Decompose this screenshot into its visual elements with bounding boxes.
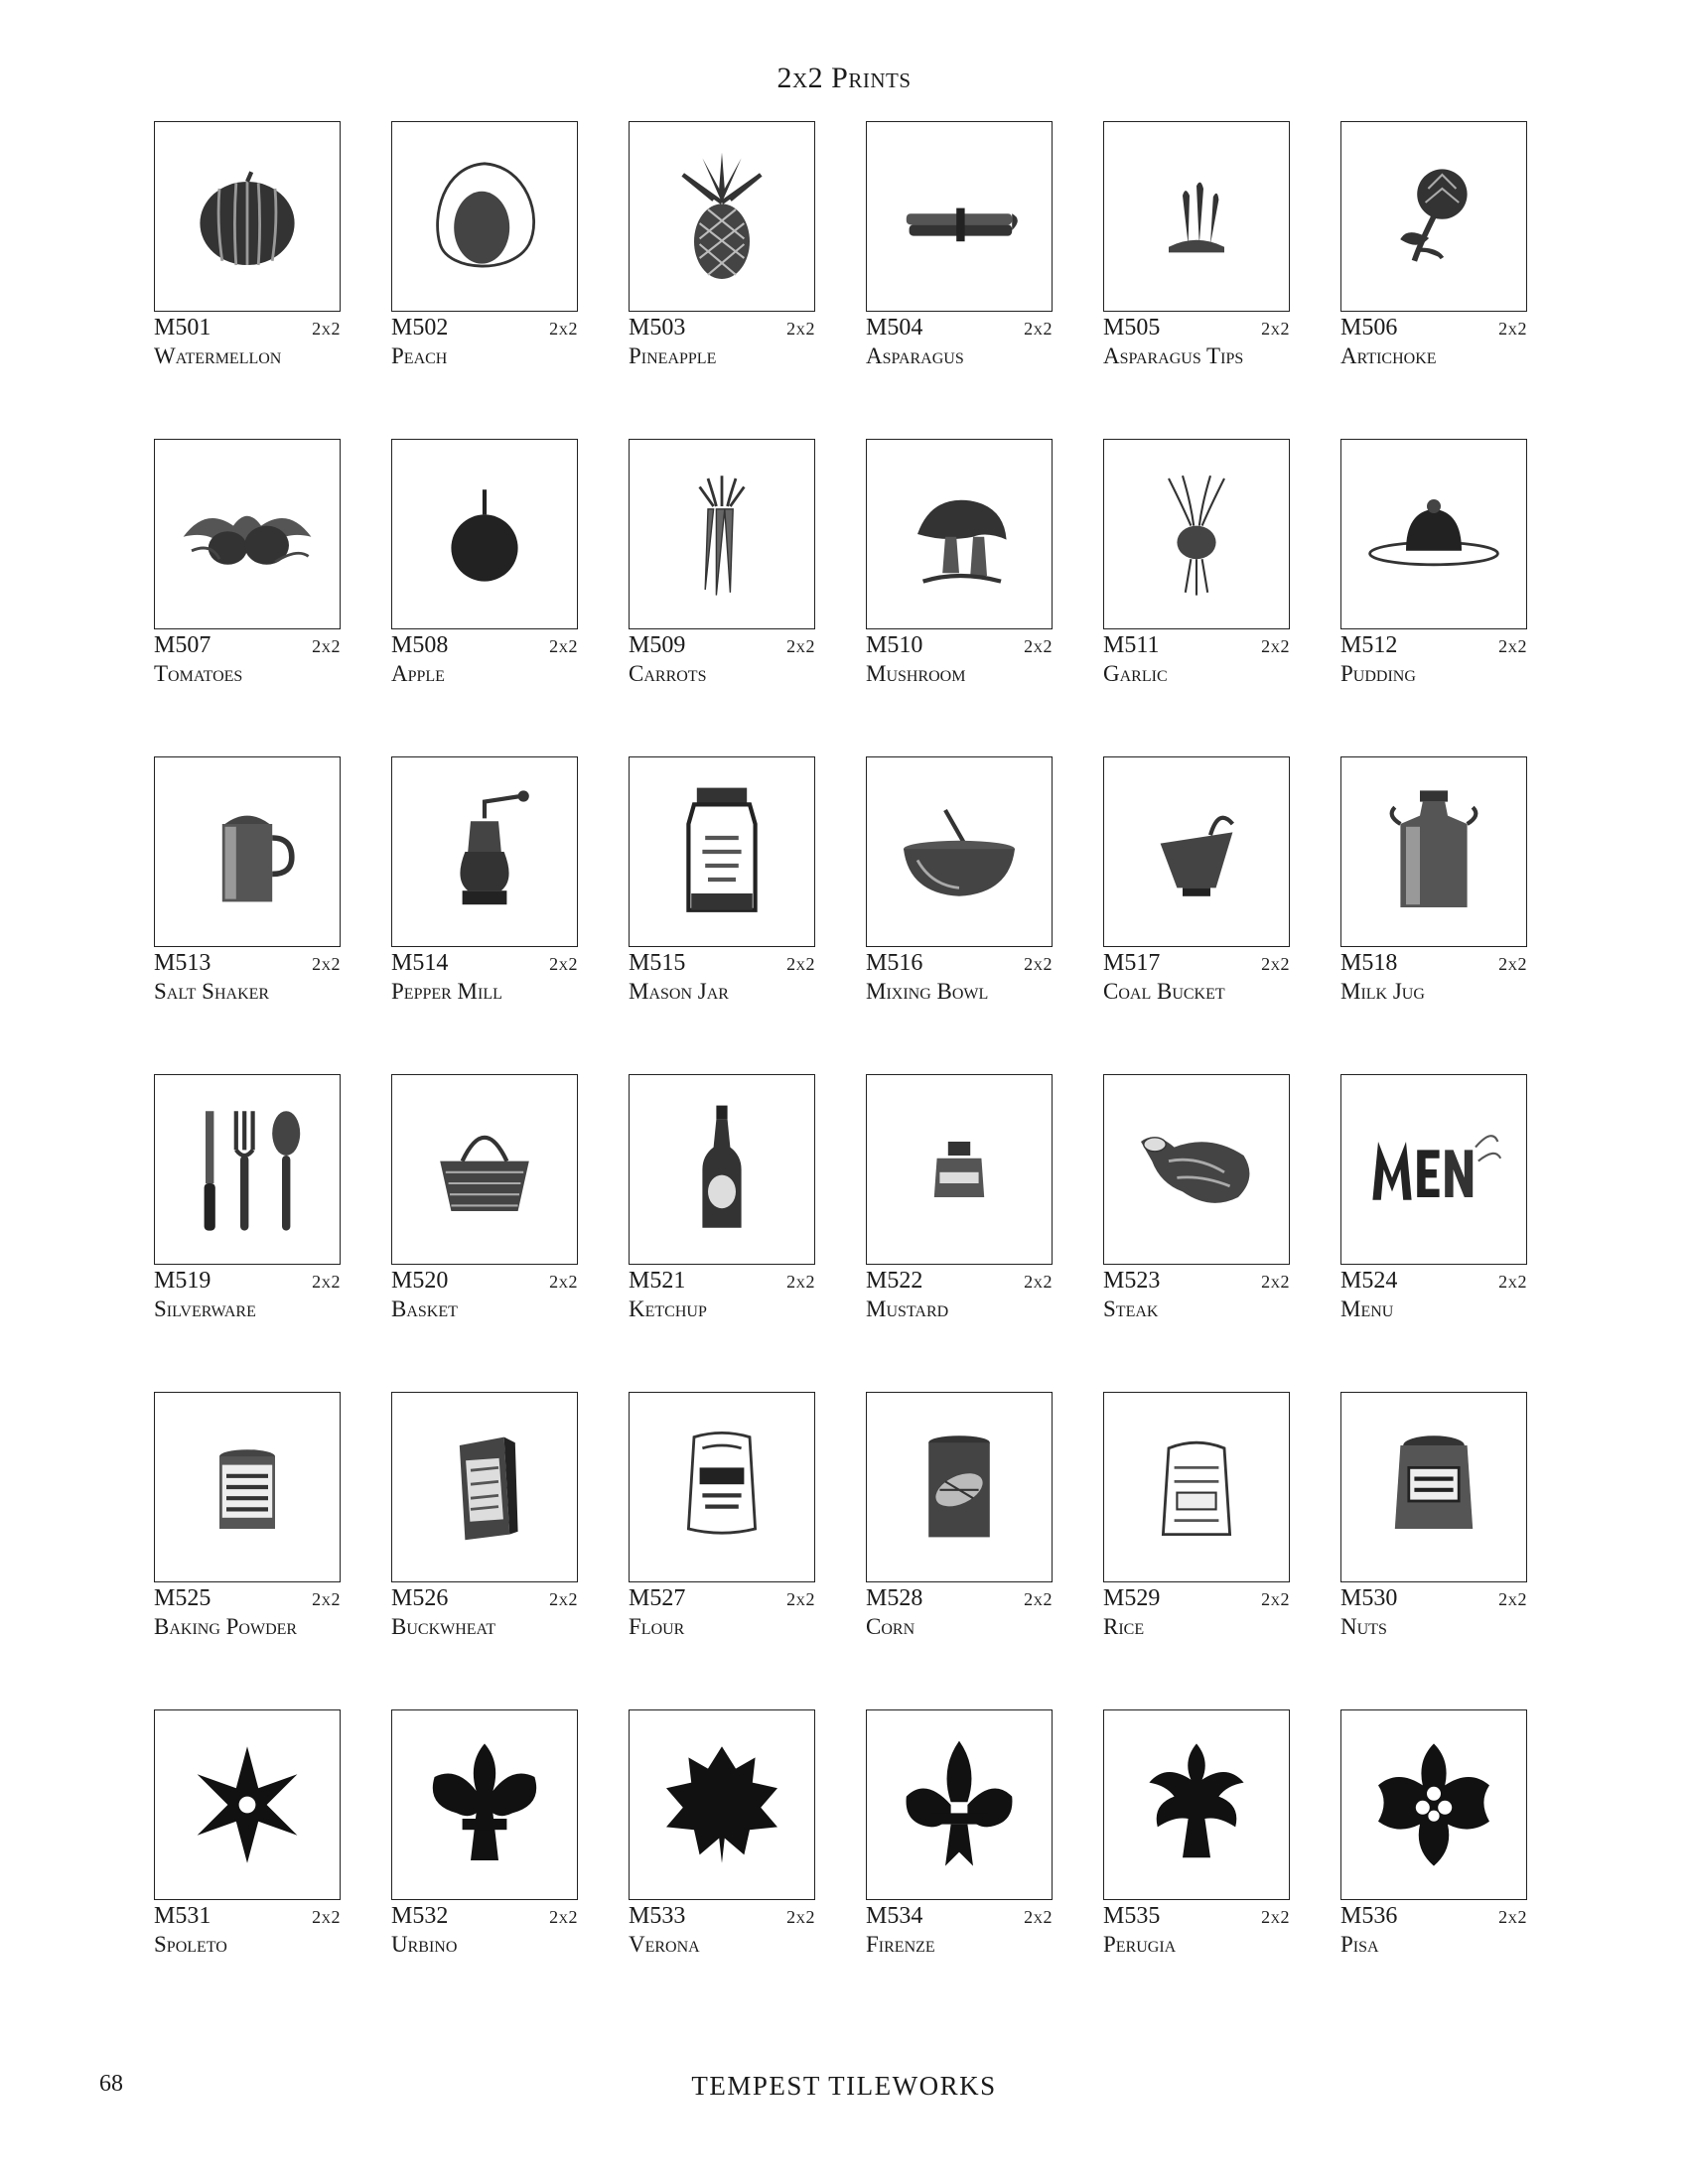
tile-image (1340, 439, 1527, 629)
item-name: Apple (391, 661, 445, 686)
catalog-item[interactable] (1103, 756, 1290, 1074)
tile-image (391, 756, 578, 947)
item-code: M517 (1103, 950, 1161, 976)
item-name: Urbino (391, 1932, 458, 1957)
item-size: 2x2 (1261, 1589, 1290, 1609)
urbino-icon (415, 1735, 554, 1874)
tile-image (629, 439, 815, 629)
item-code: M533 (629, 1903, 686, 1929)
item-code: M534 (866, 1903, 923, 1929)
item-size: 2x2 (1024, 319, 1053, 339)
catalog-item[interactable] (866, 439, 1053, 756)
item-size: 2x2 (1261, 954, 1290, 974)
item-name: Baking Powder (154, 1614, 298, 1639)
item-code: M513 (154, 950, 211, 976)
item-size: 2x2 (1024, 954, 1053, 974)
item-size: 2x2 (1024, 1272, 1053, 1292)
item-code: M512 (1340, 632, 1398, 658)
item-name: Flour (629, 1614, 685, 1639)
catalog-item[interactable] (391, 1074, 578, 1392)
item-size: 2x2 (786, 636, 815, 656)
tile-image (154, 1392, 341, 1582)
item-size: 2x2 (786, 1907, 815, 1927)
item-size: 2x2 (1498, 319, 1527, 339)
item-name: Tomatoes (154, 661, 243, 686)
footer-brand: TEMPEST TILEWORKS (691, 2071, 997, 2101)
item-size: 2x2 (1498, 1907, 1527, 1927)
item-code: M504 (866, 315, 923, 341)
item-size: 2x2 (1261, 319, 1290, 339)
ketchup-icon (652, 1100, 791, 1239)
catalog-item[interactable] (1340, 1074, 1527, 1392)
catalog-item[interactable] (866, 1392, 1053, 1709)
item-code: M528 (866, 1585, 923, 1611)
item-code: M521 (629, 1268, 686, 1294)
catalog-item[interactable] (629, 756, 815, 1074)
tile-image (866, 121, 1053, 312)
catalog-item[interactable] (391, 756, 578, 1074)
tile-image (391, 1392, 578, 1582)
catalog-item[interactable] (1340, 439, 1527, 756)
tile-image (391, 439, 578, 629)
tile-image (391, 1709, 578, 1900)
item-name: Spoleto (154, 1932, 227, 1957)
catalog-item[interactable] (629, 1392, 815, 1709)
item-name: Mixing Bowl (866, 979, 989, 1004)
item-name: Nuts (1340, 1614, 1387, 1639)
tile-image (1340, 756, 1527, 947)
tile-image (866, 1074, 1053, 1265)
pineapple-icon (652, 147, 791, 286)
item-size: 2x2 (786, 319, 815, 339)
catalog-item[interactable] (866, 121, 1053, 439)
salt-shaker-icon (178, 782, 317, 921)
item-code: M531 (154, 1903, 211, 1929)
item-code: M502 (391, 315, 449, 341)
item-code: M520 (391, 1268, 449, 1294)
watermelon-icon (178, 147, 317, 286)
item-name: Pineapple (629, 343, 717, 368)
perugia-icon (1127, 1735, 1266, 1874)
catalog-item[interactable] (154, 439, 341, 756)
silverware-icon (178, 1100, 317, 1239)
item-name: Corn (866, 1614, 915, 1639)
item-size: 2x2 (549, 1272, 578, 1292)
menu-icon (1364, 1100, 1503, 1239)
item-size: 2x2 (312, 1272, 341, 1292)
item-size: 2x2 (1024, 1907, 1053, 1927)
item-size: 2x2 (1261, 1907, 1290, 1927)
item-size: 2x2 (1498, 1589, 1527, 1609)
item-name: Basket (391, 1297, 458, 1321)
item-code: M536 (1340, 1903, 1398, 1929)
catalog-item[interactable] (1340, 756, 1527, 1074)
item-size: 2x2 (1261, 636, 1290, 656)
item-code: M523 (1103, 1268, 1161, 1294)
tile-image (1103, 1074, 1290, 1265)
item-code: M530 (1340, 1585, 1398, 1611)
item-size: 2x2 (786, 1272, 815, 1292)
item-name: Asparagus (866, 343, 964, 368)
catalog-item[interactable] (154, 756, 341, 1074)
coal-bucket-icon (1127, 782, 1266, 921)
catalog-item[interactable] (391, 1392, 578, 1709)
item-code: M519 (154, 1268, 211, 1294)
tile-image (1103, 756, 1290, 947)
item-name: Carrots (629, 661, 707, 686)
item-name: Buckwheat (391, 1614, 496, 1639)
item-code: M515 (629, 950, 686, 976)
item-name: Menu (1340, 1297, 1394, 1321)
page-title: 2x2 Prints (776, 62, 912, 94)
item-size: 2x2 (312, 319, 341, 339)
item-name: Salt Shaker (154, 979, 270, 1004)
item-code: M522 (866, 1268, 923, 1294)
item-code: M527 (629, 1585, 686, 1611)
item-size: 2x2 (549, 636, 578, 656)
item-size: 2x2 (549, 319, 578, 339)
tile-image (1103, 439, 1290, 629)
item-name: Asparagus Tips (1103, 343, 1244, 368)
flour-icon (652, 1418, 791, 1557)
tile-image (1103, 1709, 1290, 1900)
tile-image (1340, 121, 1527, 312)
item-size: 2x2 (1498, 1272, 1527, 1292)
apple-icon (415, 465, 554, 604)
item-name: Mustard (866, 1297, 949, 1321)
catalog-item[interactable] (1103, 439, 1290, 756)
item-name: Garlic (1103, 661, 1168, 686)
item-name: Artichoke (1340, 343, 1437, 368)
catalog-item[interactable] (866, 756, 1053, 1074)
item-code: M532 (391, 1903, 449, 1929)
milk-jug-icon (1364, 782, 1503, 921)
item-code: M535 (1103, 1903, 1161, 1929)
item-size: 2x2 (549, 1589, 578, 1609)
pisa-icon (1364, 1735, 1503, 1874)
tomatoes-icon (178, 465, 317, 604)
tile-image (154, 1074, 341, 1265)
page-number: 68 (99, 2071, 123, 2097)
item-size: 2x2 (312, 1907, 341, 1927)
catalog-item[interactable] (391, 121, 578, 439)
item-size: 2x2 (312, 954, 341, 974)
basket-icon (415, 1100, 554, 1239)
catalog-item[interactable] (154, 1392, 341, 1709)
item-size: 2x2 (549, 1907, 578, 1927)
pudding-icon (1364, 465, 1503, 604)
tile-image (154, 756, 341, 947)
item-name: Mushroom (866, 661, 966, 686)
catalog-item[interactable] (1103, 1709, 1290, 2027)
item-code: M514 (391, 950, 449, 976)
tile-image (154, 121, 341, 312)
tile-image (1103, 1392, 1290, 1582)
tile-image (629, 1709, 815, 1900)
item-name: Verona (629, 1932, 700, 1957)
tile-image (1340, 1709, 1527, 1900)
item-name: Pudding (1340, 661, 1416, 686)
catalog-item[interactable] (866, 1074, 1053, 1392)
item-name: Steak (1103, 1297, 1159, 1321)
item-name: Peach (391, 343, 448, 368)
item-name: Ketchup (629, 1297, 707, 1321)
item-code: M511 (1103, 632, 1160, 658)
item-code: M524 (1340, 1268, 1398, 1294)
spoleto-icon (178, 1735, 317, 1874)
catalog-item[interactable] (154, 121, 341, 439)
buckwheat-icon (415, 1418, 554, 1557)
item-code: M507 (154, 632, 211, 658)
item-code: M526 (391, 1585, 449, 1611)
item-code: M516 (866, 950, 923, 976)
mixing-bowl-icon (890, 782, 1029, 921)
catalog-item[interactable] (1340, 1709, 1527, 2027)
mason-jar-icon (652, 782, 791, 921)
item-name: Watermellon (154, 343, 282, 368)
tile-image (866, 439, 1053, 629)
item-name: Firenze (866, 1932, 935, 1957)
asparagus-icon (890, 147, 1029, 286)
tile-image (391, 1074, 578, 1265)
steak-icon (1127, 1100, 1266, 1239)
catalog-item[interactable] (866, 1709, 1053, 2027)
mustard-icon (890, 1100, 1029, 1239)
item-code: M506 (1340, 315, 1398, 341)
tile-image (866, 756, 1053, 947)
tile-image (391, 121, 578, 312)
tile-image (629, 756, 815, 947)
item-name: Mason Jar (629, 979, 729, 1004)
tile-image (1103, 121, 1290, 312)
item-code: M503 (629, 315, 686, 341)
catalog-item[interactable] (1340, 121, 1527, 439)
pepper-mill-icon (415, 782, 554, 921)
catalog-item[interactable] (1103, 1074, 1290, 1392)
catalog-item[interactable] (1103, 1392, 1290, 1709)
item-size: 2x2 (1024, 1589, 1053, 1609)
item-size: 2x2 (1498, 954, 1527, 974)
tile-image (154, 1709, 341, 1900)
item-name: Silverware (154, 1297, 256, 1321)
item-name: Pisa (1340, 1932, 1379, 1957)
item-size: 2x2 (1024, 636, 1053, 656)
item-size: 2x2 (312, 1589, 341, 1609)
item-name: Rice (1103, 1614, 1145, 1639)
item-code: M501 (154, 315, 211, 341)
item-name: Coal Bucket (1103, 979, 1225, 1004)
item-size: 2x2 (1498, 636, 1527, 656)
item-name: Pepper Mill (391, 979, 502, 1004)
corn-icon (890, 1418, 1029, 1557)
catalog-item[interactable] (391, 439, 578, 756)
item-code: M509 (629, 632, 686, 658)
baking-powder-icon (178, 1418, 317, 1557)
catalog-item[interactable] (1340, 1392, 1527, 1709)
tile-image (866, 1709, 1053, 1900)
item-size: 2x2 (786, 1589, 815, 1609)
item-size: 2x2 (1261, 1272, 1290, 1292)
catalog-item[interactable] (629, 439, 815, 756)
tile-catalog-grid (154, 121, 1544, 2027)
garlic-icon (1127, 465, 1266, 604)
firenze-icon (890, 1735, 1029, 1874)
item-code: M505 (1103, 315, 1161, 341)
catalog-item[interactable] (154, 1709, 341, 2027)
catalog-item[interactable] (391, 1709, 578, 2027)
carrots-icon (652, 465, 791, 604)
item-code: M518 (1340, 950, 1398, 976)
verona-icon (652, 1735, 791, 1874)
item-size: 2x2 (549, 954, 578, 974)
tile-image (629, 1074, 815, 1265)
asparagus-tips-icon (1127, 147, 1266, 286)
item-name: Perugia (1103, 1932, 1177, 1957)
nuts-icon (1364, 1418, 1503, 1557)
catalog-item[interactable] (629, 1709, 815, 2027)
catalog-item[interactable] (154, 1074, 341, 1392)
tile-image (629, 1392, 815, 1582)
catalog-item[interactable] (629, 1074, 815, 1392)
item-code: M525 (154, 1585, 211, 1611)
catalog-item[interactable] (629, 121, 815, 439)
artichoke-icon (1364, 147, 1503, 286)
tile-image (629, 121, 815, 312)
tile-image (866, 1392, 1053, 1582)
tile-image (1340, 1392, 1527, 1582)
catalog-item[interactable] (1103, 121, 1290, 439)
tile-image (1340, 1074, 1527, 1265)
item-code: M508 (391, 632, 449, 658)
item-size: 2x2 (786, 954, 815, 974)
rice-icon (1127, 1418, 1266, 1557)
item-name: Milk Jug (1340, 979, 1425, 1004)
peach-icon (415, 147, 554, 286)
mushroom-icon (890, 465, 1029, 604)
item-size: 2x2 (312, 636, 341, 656)
tile-image (154, 439, 341, 629)
item-code: M529 (1103, 1585, 1161, 1611)
item-code: M510 (866, 632, 923, 658)
